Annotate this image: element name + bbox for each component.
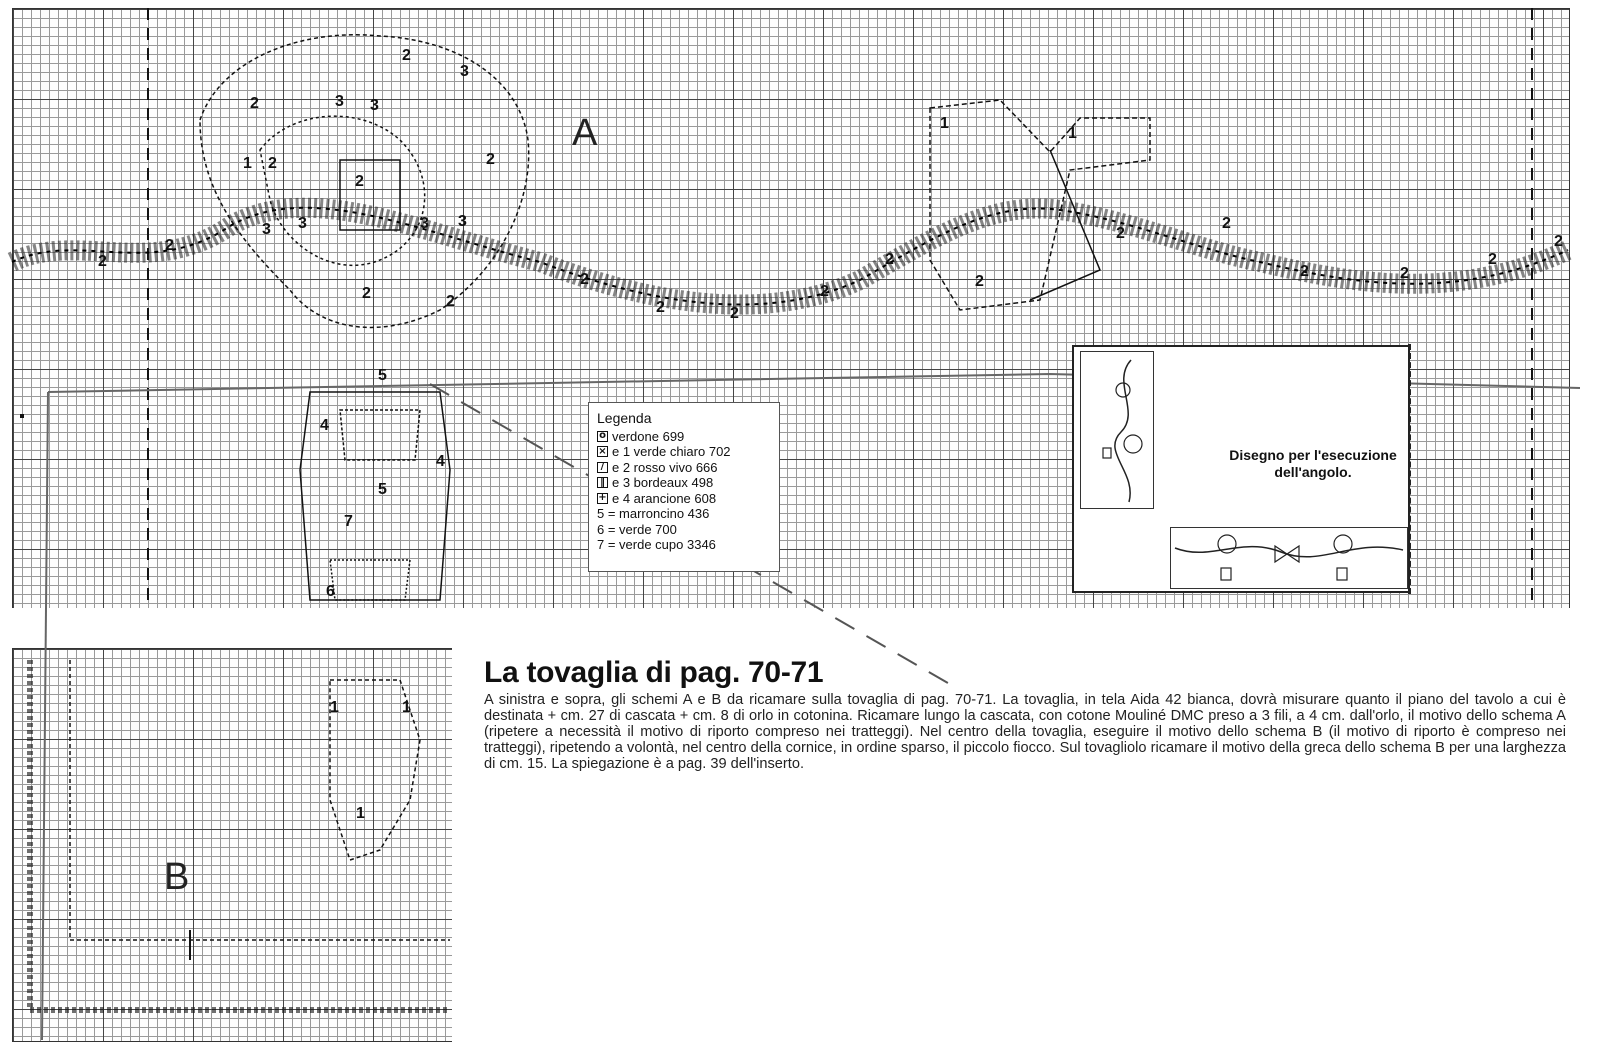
chart-b-motif [30, 660, 450, 1010]
svg-text:2: 2 [975, 273, 984, 290]
svg-text:5: 5 [378, 367, 387, 384]
svg-text:6: 6 [326, 583, 335, 600]
svg-text:2: 2 [730, 305, 739, 322]
svg-text:4: 4 [320, 417, 329, 434]
svg-text:2: 2 [580, 271, 589, 288]
registration-dot [20, 414, 24, 418]
svg-text:7: 7 [344, 513, 353, 530]
svg-text:1: 1 [402, 699, 411, 716]
slash-symbol-icon: / [597, 462, 608, 473]
legend-item-text: e 3 bordeaux 498 [612, 475, 714, 490]
legend-numbered-verde: 6 = verde 700 [597, 521, 677, 537]
svg-text:3: 3 [262, 221, 271, 238]
legend-numbered-marroncino: 5 = marroncino 436 [597, 506, 710, 521]
svg-text:2: 2 [1400, 265, 1409, 282]
svg-text:3: 3 [458, 213, 467, 230]
svg-text:2: 2 [885, 251, 894, 268]
guide-line-vertical [42, 392, 48, 1040]
svg-text:3: 3 [420, 215, 429, 232]
svg-text:2: 2 [1116, 225, 1125, 242]
svg-text:2: 2 [656, 299, 665, 316]
svg-text:2: 2 [362, 285, 371, 302]
svg-text:3: 3 [335, 93, 344, 110]
svg-text:2: 2 [486, 151, 495, 168]
legend-box [588, 402, 780, 572]
legend-item-verde-chiaro [597, 444, 771, 460]
svg-text:5: 5 [378, 481, 387, 498]
svg-text:2: 2 [165, 237, 174, 254]
svg-text:3: 3 [298, 215, 307, 232]
horizontal-garland-illustration [1171, 528, 1407, 588]
svg-text:1: 1 [1068, 125, 1077, 142]
svg-text:2: 2 [98, 253, 107, 270]
article-title: La tovaglia di pag. 70-71 [484, 656, 824, 689]
rose-motif [200, 35, 529, 328]
svg-text:1: 1 [330, 699, 339, 716]
svg-text:2: 2 [1488, 251, 1497, 268]
svg-text:2: 2 [268, 155, 277, 172]
chart-a-label: A [572, 112, 598, 154]
svg-text:1: 1 [243, 155, 252, 172]
svg-text:1: 1 [940, 115, 949, 132]
corner-horizontal-panel [1170, 527, 1408, 589]
svg-text:4: 4 [436, 453, 445, 470]
legend-numbered-verde-cupo: 7 = verde cupo 3346 [597, 537, 716, 552]
double-bar-symbol-icon: ‖ [597, 477, 608, 488]
svg-text:2: 2 [446, 293, 455, 310]
legend-item-text: e 4 arancione 608 [612, 490, 717, 506]
svg-text:2: 2 [1300, 263, 1309, 280]
corner-vertical-panel [1080, 351, 1154, 509]
cross-symbol-icon: × [598, 445, 607, 457]
svg-text:2: 2 [820, 283, 829, 300]
svg-text:3: 3 [370, 97, 379, 114]
legend-item-text: e 1 verde chiaro 702 [612, 444, 731, 459]
circle-symbol-icon: o [597, 431, 608, 442]
corner-drawing-box [1072, 345, 1410, 593]
svg-text:2: 2 [402, 47, 411, 64]
chart-b-label: B [164, 856, 190, 898]
article-body: A sinistra e sopra, gli schemi A e B da ricamare sulla tovaglia di pag. 70-71. La tovaglia, in tela Aida 42 bianca, dovrà misurare quanto il piano del tavolo a cui è destinata + cm. 27 di cascata + cm. 8 di orlo in cotonina. Ricamare lungo la cascata, con cotone Mouliné DMC preso a 3 fili, a 4 cm. dall'orlo, il motivo dello schema A (ripetere a necessità il motivo di riporto compreso nei tratteggi). Nel centro della tovaglia, eseguire il motivo dello schema B (il motivo di riporto è compreso nei tratteggi), ripetendo a volontà, nel centro della cornice, in ordine sparso, il piccolo fiocco. Sul tovagliolo ricamare il motivo della greca dello schema B per una larghezza di cm. 15. La spiegazione è a pag. 39 dell'inserto. [484, 692, 1566, 772]
legend-item-text: e 2 rosso vivo 666 [612, 459, 718, 475]
legend-item-verdone [597, 429, 771, 445]
legend-item-bordeaux [597, 475, 771, 491]
plus-symbol-icon: + [598, 492, 607, 504]
legend-item-rosso-vivo [597, 460, 771, 476]
svg-text:2: 2 [355, 173, 364, 190]
svg-text:1: 1 [356, 805, 365, 822]
svg-text:2: 2 [1554, 233, 1563, 250]
legend-item-text: verdone 699 [612, 428, 685, 444]
garland-band [12, 208, 1568, 305]
vertical-garland-illustration [1081, 352, 1153, 508]
legend-item-arancione [597, 491, 771, 507]
corner-label: Disegno per l'esecuzione dell'angolo. [1229, 447, 1397, 480]
svg-text:2: 2 [250, 95, 259, 112]
legend-title: Legenda [597, 410, 652, 426]
svg-text:3: 3 [460, 63, 469, 80]
svg-text:2: 2 [1222, 215, 1231, 232]
